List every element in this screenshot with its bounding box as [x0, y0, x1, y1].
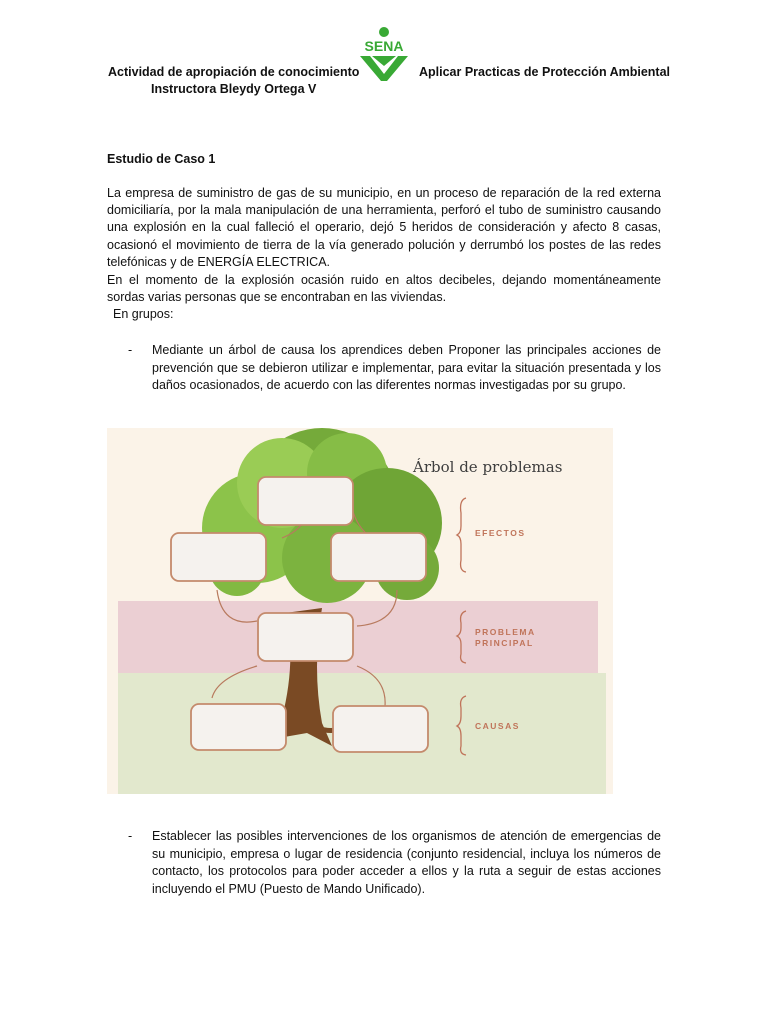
- sena-logo: [357, 26, 411, 82]
- problem-tree-diagram: [107, 428, 613, 794]
- bullet-text: Establecer las posibles intervenciones de los organismos de atención de emergencias de su municipio, empresa o lugar de residencia (conjunto residencial, incluya los números de contacto, los protocolos para poder acceder a ellos y la ruta a seguir de estas acciones incluyendo el PMU (Puesto de Mando Unificado).: [152, 829, 661, 896]
- instructor-name: Instructora Bleydy Ortega V: [151, 82, 317, 96]
- case-title: Estudio de Caso 1: [107, 152, 216, 166]
- activity-title: Actividad de apropiación de conocimiento: [108, 65, 360, 79]
- problem-box: [258, 613, 353, 661]
- label-problem-line2: PRINCIPAL: [475, 638, 534, 648]
- label-effects: EFECTOS: [475, 528, 526, 538]
- cause-box-right: [333, 706, 428, 752]
- case-paragraph-1: La empresa de suministro de gas de su municipio, en un proceso de reparación de la red externa domiciliaría, por la mala manipulación de una herramienta, perforó el tubo de suministro causando una explosión en la cual falleció el operario, dejó 5 heridos de consideración y afecto 8 casas, ocasionó el movimiento de tierra de la vía generado polución y derrumbó los postes de las redes telefónicas y de ENERGÍA ELECTRICA.: [107, 186, 661, 269]
- bullet-text: Mediante un árbol de causa los aprendices deben Proponer las principales acciones de prevención que se debieron utilizar e implementar, para evitar la situación presentada y los daños ocasionados, de acuerdo con las diferentes normas investigadas por su grupo.: [152, 343, 661, 392]
- cause-box-left: [191, 704, 286, 750]
- bullet-dash: -: [128, 343, 133, 357]
- case-paragraph-3: En grupos:: [113, 307, 174, 321]
- label-causes: CAUSAS: [475, 721, 520, 731]
- effect-box-top: [258, 477, 353, 525]
- label-problem-line1: PROBLEMA: [475, 627, 536, 637]
- diagram-title: Árbol de problemas: [413, 458, 563, 476]
- effect-box-right: [331, 533, 426, 581]
- bullet-dash: -: [128, 829, 133, 843]
- effect-box-left: [171, 533, 266, 581]
- logo-text: SENA: [364, 38, 404, 54]
- case-paragraph-2: En el momento de la explosión ocasión ruido en altos decibeles, dejando momentáneamente sordas varias personas que se encontraban en las viviendas.: [107, 273, 661, 305]
- activity-subject: Aplicar Practicas de Protección Ambiental: [419, 65, 671, 79]
